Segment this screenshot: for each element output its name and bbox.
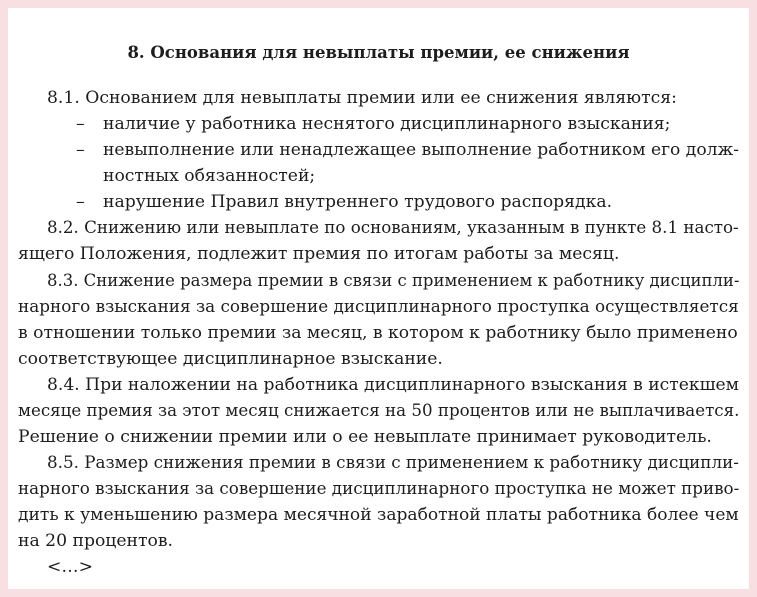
p83-line-1: 8.3. Снижение размера премии в связи с применением к работнику дисципли- bbox=[47, 271, 740, 291]
p82-line-1: 8.2. Снижению или невыплате по основаниям, указанным в пункте 8.1 насто- bbox=[47, 218, 739, 238]
p83-line-4: соответствующее дисциплинарное взыскание. bbox=[18, 349, 443, 369]
p83-line-2: нарного взыскания за совершение дисциплинарного проступка осуществляется bbox=[18, 297, 739, 317]
bullet-dash: – bbox=[76, 114, 85, 134]
bullet-dash: – bbox=[76, 140, 85, 160]
p83-line-3: в отношении только премии за месяц, в котором к работнику было применено bbox=[18, 323, 738, 343]
p84-line-2: месяце премия за этот месяц снижается на 50 процентов или не выплачивается. bbox=[18, 401, 740, 421]
bullet-dash: – bbox=[76, 192, 85, 212]
p84-line-1: 8.4. При наложении на работника дисциплинарного взыскания в истекшем bbox=[47, 375, 739, 395]
p85-line-4: на 20 процентов. bbox=[18, 531, 173, 551]
p81-intro: 8.1. Основанием для невыплаты премии или ее снижения являются: bbox=[47, 88, 677, 108]
p85-line-1: 8.5. Размер снижения премии в связи с применением к работнику дисципли- bbox=[47, 453, 739, 473]
p85-line-3: дить к уменьшению размера месячной заработной платы работника более чем bbox=[18, 505, 739, 525]
ellipsis-omission: <…> bbox=[47, 557, 93, 577]
p84-line-3: Решение о снижении премии или о ее невыплате принимает руководитель. bbox=[18, 427, 712, 447]
p82-line-2: ящего Положения, подлежит премия по итогам работы за месяц. bbox=[18, 244, 620, 264]
p81-item-3: нарушение Правил внутреннего трудового распорядка. bbox=[103, 192, 613, 212]
p81-item-1: наличие у работника неснятого дисциплинарного взыскания; bbox=[103, 114, 671, 134]
p81-item-2-line-2: ностных обязанностей; bbox=[103, 166, 316, 186]
section-title: 8. Основания для невыплаты премии, ее снижения bbox=[127, 43, 630, 62]
p81-item-2-line-1: невыполнение или ненадлежащее выполнение работником его долж- bbox=[103, 140, 740, 160]
p85-line-2: нарного взыскания за совершение дисциплинарного проступка не может приво- bbox=[18, 479, 740, 499]
document-page bbox=[8, 8, 749, 589]
